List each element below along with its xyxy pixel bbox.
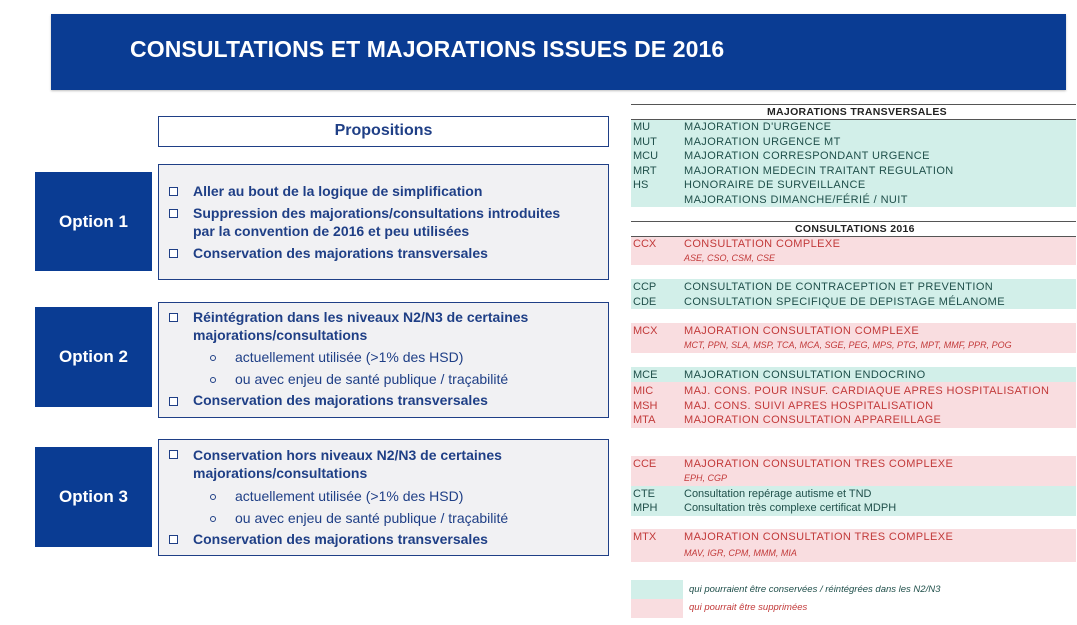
table-rule bbox=[631, 119, 1076, 120]
option-1-line: Aller au bout de la logique de simplification bbox=[193, 183, 483, 199]
consultation-desc: CONSULTATION DE CONTRACEPTION ET PREVENTION bbox=[684, 281, 994, 293]
option-1-line: Conservation des majorations transversales bbox=[193, 245, 488, 261]
legend-keep-text: qui pourraient être conservées / réintégrées dans les N2/N3 bbox=[689, 584, 941, 595]
majoration-desc: MAJORATION MEDECIN TRAITANT REGULATION bbox=[684, 165, 954, 177]
consultation-code: MTA bbox=[633, 414, 656, 426]
legend-remove-text: qui pourrait être supprimées bbox=[689, 602, 808, 613]
consultation-code: CCX bbox=[633, 238, 657, 250]
consultation-code: MPH bbox=[633, 502, 658, 514]
option-2-line: majorations/consultations bbox=[193, 327, 368, 343]
option-3-label-text: Option 3 bbox=[59, 487, 128, 506]
majoration-desc: MAJORATION URGENCE MT bbox=[684, 136, 841, 148]
consultation-code: CTE bbox=[633, 488, 655, 500]
option-2-subline: actuellement utilisée (>1% des HSD) bbox=[235, 349, 464, 365]
option-3-line: majorations/consultations bbox=[193, 465, 368, 481]
option-3-line: Conservation des majorations transversales bbox=[193, 531, 488, 547]
majoration-code: MCU bbox=[633, 150, 659, 162]
option-2-subline: ou avec enjeu de santé publique / traçabilité bbox=[235, 371, 509, 387]
checkbox-icon bbox=[169, 397, 178, 406]
checkbox-icon bbox=[169, 450, 178, 459]
checkbox-icon bbox=[169, 249, 178, 258]
consultation-desc: CONSULTATION SPECIFIQUE DE DEPISTAGE MÉLANOME bbox=[684, 296, 1005, 308]
consultations-header: CONSULTATIONS 2016 bbox=[795, 223, 915, 235]
majoration-desc: MAJORATION CORRESPONDANT URGENCE bbox=[684, 150, 930, 162]
majorations-header: MAJORATIONS TRANSVERSALES bbox=[767, 106, 947, 118]
bullet-circle-icon bbox=[210, 494, 216, 500]
consultation-subcodes: MCT, PPN, SLA, MSP, TCA, MCA, SGE, PEG, MPS, PTG, MPT, MMF, PPR, POG bbox=[684, 340, 1012, 350]
consultation-desc: MAJORATION CONSULTATION APPAREILLAGE bbox=[684, 414, 942, 426]
majoration-desc: MAJORATIONS DIMANCHE/FÉRIÉ / NUIT bbox=[684, 194, 908, 206]
consultation-subcodes: ASE, CSO, CSM, CSE bbox=[684, 253, 776, 263]
option-3-line: Conservation hors niveaux N2/N3 de certaines bbox=[193, 447, 502, 463]
consultation-desc: MAJORATION CONSULTATION TRES COMPLEXE bbox=[684, 458, 954, 470]
option-3-subline: actuellement utilisée (>1% des HSD) bbox=[235, 488, 464, 504]
bullet-circle-icon bbox=[210, 516, 216, 522]
consultation-desc: MAJORATION CONSULTATION ENDOCRINO bbox=[684, 369, 926, 381]
consultation-desc: MAJ. CONS. POUR INSUF. CARDIAQUE APRES HOSPITALISATION bbox=[684, 385, 1050, 397]
propositions-header: Propositions bbox=[158, 116, 609, 147]
option-1-label bbox=[35, 172, 152, 271]
consultation-code: MSH bbox=[633, 400, 658, 412]
table-rule bbox=[631, 104, 1076, 105]
legend-remove-swatch bbox=[631, 599, 683, 618]
option-3-label bbox=[35, 447, 152, 547]
consultation-desc: MAJORATION CONSULTATION TRES COMPLEXE bbox=[684, 531, 954, 543]
checkbox-icon bbox=[169, 313, 178, 322]
consultation-code: MCE bbox=[633, 369, 658, 381]
bullet-circle-icon bbox=[210, 377, 216, 383]
consultation-desc: MAJ. CONS. SUIVI APRES HOSPITALISATION bbox=[684, 400, 934, 412]
option-1-line: Suppression des majorations/consultations introduites bbox=[193, 205, 561, 221]
option-2-line: Réintégration dans les niveaux N2/N3 de certaines bbox=[193, 309, 529, 325]
consultation-code: MTX bbox=[633, 531, 657, 543]
checkbox-icon bbox=[169, 535, 178, 544]
consultation-desc: Consultation très complexe certificat MDPH bbox=[684, 502, 897, 514]
majoration-desc: MAJORATION D'URGENCE bbox=[684, 121, 832, 133]
option-1-label-text: Option 1 bbox=[59, 211, 128, 231]
consultation-code: CDE bbox=[633, 296, 657, 308]
page-title: CONSULTATIONS ET MAJORATIONS ISSUES DE 2016 bbox=[130, 36, 725, 62]
majoration-code: MU bbox=[633, 121, 651, 133]
consultation-code: CCP bbox=[633, 281, 657, 293]
majoration-desc: HONORAIRE DE SURVEILLANCE bbox=[684, 179, 866, 191]
consultation-subcodes: MAV, IGR, CPM, MMM, MIA bbox=[684, 548, 797, 558]
bullet-circle-icon bbox=[210, 355, 216, 361]
option-1-line: par la convention de 2016 et peu utilisées bbox=[193, 223, 470, 239]
consultation-desc: CONSULTATION COMPLEXE bbox=[684, 238, 841, 250]
table-rule bbox=[631, 236, 1076, 237]
majoration-code: MUT bbox=[633, 136, 657, 148]
legend-keep-swatch bbox=[631, 580, 683, 599]
checkbox-icon bbox=[169, 187, 178, 196]
option-2-label bbox=[35, 307, 152, 407]
option-2-line: Conservation des majorations transversales bbox=[193, 392, 488, 408]
option-3-subline: ou avec enjeu de santé publique / traçabilité bbox=[235, 510, 509, 526]
checkbox-icon bbox=[169, 209, 178, 218]
option-1-box bbox=[158, 164, 609, 280]
consultation-code: MCX bbox=[633, 325, 658, 337]
option-2-label-text: Option 2 bbox=[59, 347, 128, 366]
consultation-code: CCE bbox=[633, 458, 657, 470]
consultation-subcodes: EPH, CGP bbox=[684, 473, 728, 483]
consultation-code: MIC bbox=[633, 385, 654, 397]
majoration-code: MRT bbox=[633, 165, 657, 177]
consultation-desc: Consultation repérage autisme et TND bbox=[684, 488, 872, 500]
majoration-code: HS bbox=[633, 179, 649, 191]
table-rule bbox=[631, 221, 1076, 222]
consultation-desc: MAJORATION CONSULTATION COMPLEXE bbox=[684, 325, 920, 337]
